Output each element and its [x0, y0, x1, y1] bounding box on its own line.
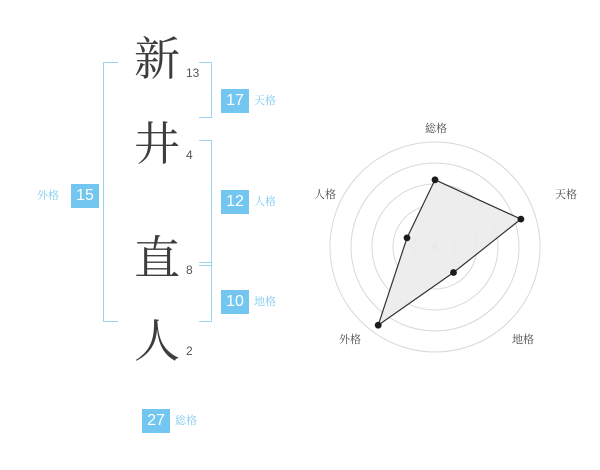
radar-axis-label-2: 地格 — [512, 334, 534, 346]
radar-data-point — [518, 216, 525, 223]
radar-data-point — [404, 235, 411, 242]
radar-data-point — [432, 176, 439, 183]
radar-data-point — [450, 269, 457, 276]
kanji-char-3: 直 — [134, 231, 180, 285]
outer-label: 外格 — [37, 190, 59, 202]
chikaku-bracket — [199, 262, 212, 322]
radar-data-point — [375, 322, 382, 329]
jinkaku-label: 人格 — [254, 196, 276, 208]
radar-chart-panel — [300, 0, 600, 470]
radar-axis-label-1: 天格 — [555, 189, 577, 201]
kanji-strokes-2: 4 — [186, 148, 193, 162]
kanji-char-4: 人 — [134, 314, 180, 368]
radar-axis-label-3: 外格 — [339, 334, 361, 346]
soukaku-badge: 27 — [142, 409, 170, 433]
tenkaku-badge: 17 — [221, 89, 249, 113]
outer-badge: 15 — [71, 184, 99, 208]
kanji-char-2: 井 — [134, 117, 180, 171]
kanji-strokes-1: 13 — [186, 66, 200, 80]
radar-axis-label-4: 人格 — [314, 189, 336, 201]
tenkaku-label: 天格 — [254, 95, 276, 107]
radar-chart-svg — [300, 0, 600, 470]
chikaku-badge: 10 — [221, 290, 249, 314]
kanji-strokes-3: 8 — [186, 263, 193, 277]
chikaku-label: 地格 — [254, 296, 276, 308]
radar-series-polygon — [378, 180, 521, 325]
tenkaku-bracket — [199, 62, 212, 118]
outer-bracket — [103, 62, 118, 322]
kanji-strokes-4: 2 — [186, 344, 193, 358]
radar-axis-label-0: 総格 — [425, 123, 447, 135]
kanji-char-1: 新 — [134, 32, 180, 86]
jinkaku-bracket — [199, 140, 212, 266]
soukaku-label: 総格 — [175, 415, 197, 427]
jinkaku-badge: 12 — [221, 190, 249, 214]
